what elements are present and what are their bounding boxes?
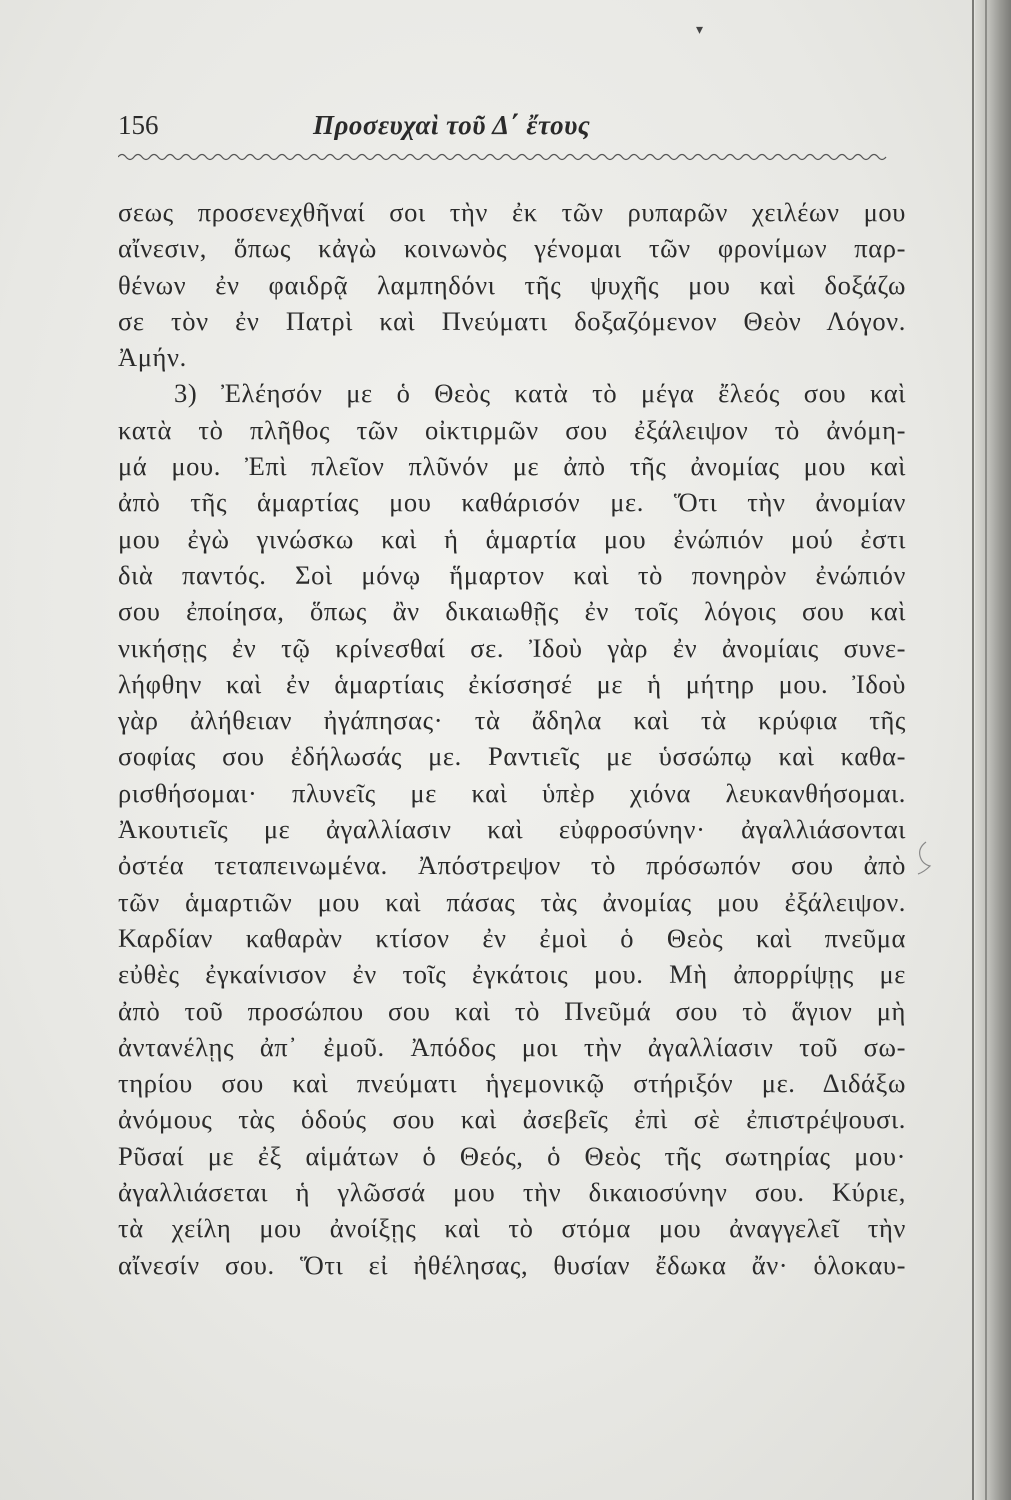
page-number: 156 <box>118 110 159 140</box>
text-line: σεως προσενεχθῆναί σοι τὴν ἐκ τῶν ρυπαρῶν χειλέων μου <box>118 197 906 227</box>
text-line: διὰ παντός. Σοὶ μόνῳ ἥμαρτον καὶ τὸ πονηρὸν ἐνώπιόν <box>118 559 906 590</box>
text-line: ἀντανέλῃς ἀπ᾽ ἐμοῦ. Ἀπόδος μοι τὴν ἀγαλλίασιν τοῦ σω- <box>118 1031 906 1062</box>
text-line: μά μου. Ἐπὶ πλεῖον πλῦνόν με ἀπὸ τῆς ἀνομίας μου καὶ <box>118 451 906 482</box>
text-line: ἀνόμους τὰς ὁδούς σου καὶ ἀσεβεῖς ἐπὶ σὲ ἐπιστρέψουσι. <box>118 1104 906 1135</box>
text-line: θένων ἐν φαιδρᾷ λαμπηδόνι τῆς ψυχῆς μου καὶ δοξάζω <box>118 269 906 300</box>
text-line: λήφθην καὶ ἐν ἁμαρτίαις ἐκίσσησέ με ἡ μήτηρ μου. Ἰδοὺ <box>118 668 906 699</box>
text-line: ἀπὸ τοῦ προσώπου σου καὶ τὸ Πνεῦμά σου τὸ ἅγιον μὴ <box>118 995 906 1026</box>
text-line: Ρῦσαί με ἐξ αἱμάτων ὁ Θεός, ὁ Θεὸς τῆς σωτηρίας μου· <box>118 1140 906 1171</box>
header-wavy-rule <box>118 150 890 164</box>
running-title: Προσευχαὶ τοῦ Δ΄ ἔτους <box>313 110 591 140</box>
text-line: γὰρ ἀλήθειαν ἠγάπησας· τὰ ἄδηλα καὶ τὰ κρύφια τῆς <box>118 705 906 736</box>
text-line: σοφίας σου ἐδήλωσάς με. Ραντιεῖς με ὑσσώπῳ καὶ καθα- <box>118 741 906 772</box>
text-line: ρισθήσομαι· πλυνεῖς με καὶ ὑπὲρ χιόνα λευκανθήσομαι. <box>118 777 906 808</box>
page-header <box>118 110 890 154</box>
prayer-text <box>118 194 908 1283</box>
text-line: τὰ χείλη μου ἀνοίξῃς καὶ τὸ στόμα μου ἀναγγελεῖ τὴν <box>118 1213 906 1244</box>
text-line: ἀπὸ τῆς ἁμαρτίας μου καθάρισόν με. Ὅτι τὴν ἀνομίαν <box>118 487 906 518</box>
page-edge-line <box>972 0 974 1500</box>
text-line: τηρίου σου καὶ πνεύματι ἡγεμονικῷ στήριξόν με. Διδάξω <box>118 1068 906 1099</box>
text-line: σου ἐποίησα, ὅπως ἂν δικαιωθῇς ἐν τοῖς λόγοις σου καὶ <box>118 596 906 627</box>
text-line: τῶν ἁμαρτιῶν μου καὶ πάσας τὰς ἀνομίας μου ἐξάλειψον. <box>118 886 906 917</box>
text-line: σε τὸν ἐν Πατρὶ καὶ Πνεύματι δοξαζόμενον Θεὸν Λόγον. <box>118 305 906 336</box>
text-line: 3) Ἐλέησόν με ὁ Θεὸς κατὰ τὸ μέγα ἔλεός σου καὶ <box>174 378 906 409</box>
ink-speck: ▾ <box>696 22 704 38</box>
text-line: Καρδίαν καθαρὰν κτίσον ἐν ἐμοὶ ὁ Θεὸς καὶ πνεῦμα <box>118 922 906 953</box>
text-line: Ἀκουτιεῖς με ἀγαλλίασιν καὶ εὐφροσύνην· ἀγαλλιάσονται <box>118 814 906 845</box>
text-line: ἀγαλλιάσεται ἡ γλῶσσά μου τὴν δικαιοσύνην σου. Κύριε, <box>118 1177 906 1208</box>
text-line: αἴνεσίν σου. Ὅτι εἰ ἠθέλησας, θυσίαν ἔδωκα ἄν· ὁλοκαυ- <box>118 1249 906 1280</box>
text-line: εὐθὲς ἐγκαίνισον ἐν τοῖς ἐγκάτοις μου. Μὴ ἀπορρίψῃς με <box>118 959 906 990</box>
text-line: ὀστέα τεταπεινωμένα. Ἀπόστρεψον τὸ πρόσωπόν σου ἀπὸ <box>118 850 906 881</box>
margin-pencil-mark <box>912 838 938 878</box>
page-edge-line <box>985 0 987 1500</box>
text-line: Ἀμήν. <box>118 342 187 373</box>
text-line: αἴνεσιν, ὅπως κἀγὼ κοινωνὸς γένομαι τῶν φρονίμων παρ- <box>118 233 906 264</box>
text-line: μου ἐγὼ γινώσκω καὶ ἡ ἁμαρτία μου ἐνώπιόν μού ἐστι <box>118 523 906 554</box>
text-line: νικήσῃς ἐν τῷ κρίνεσθαί σε. Ἰδοὺ γὰρ ἐν ἀνομίαις συνε- <box>118 632 906 663</box>
page-edge-shadow <box>975 0 1011 1500</box>
text-line: κατὰ τὸ πλῆθος τῶν οἰκτιρμῶν σου ἐξάλειψον τὸ ἀνόμη- <box>118 414 906 445</box>
